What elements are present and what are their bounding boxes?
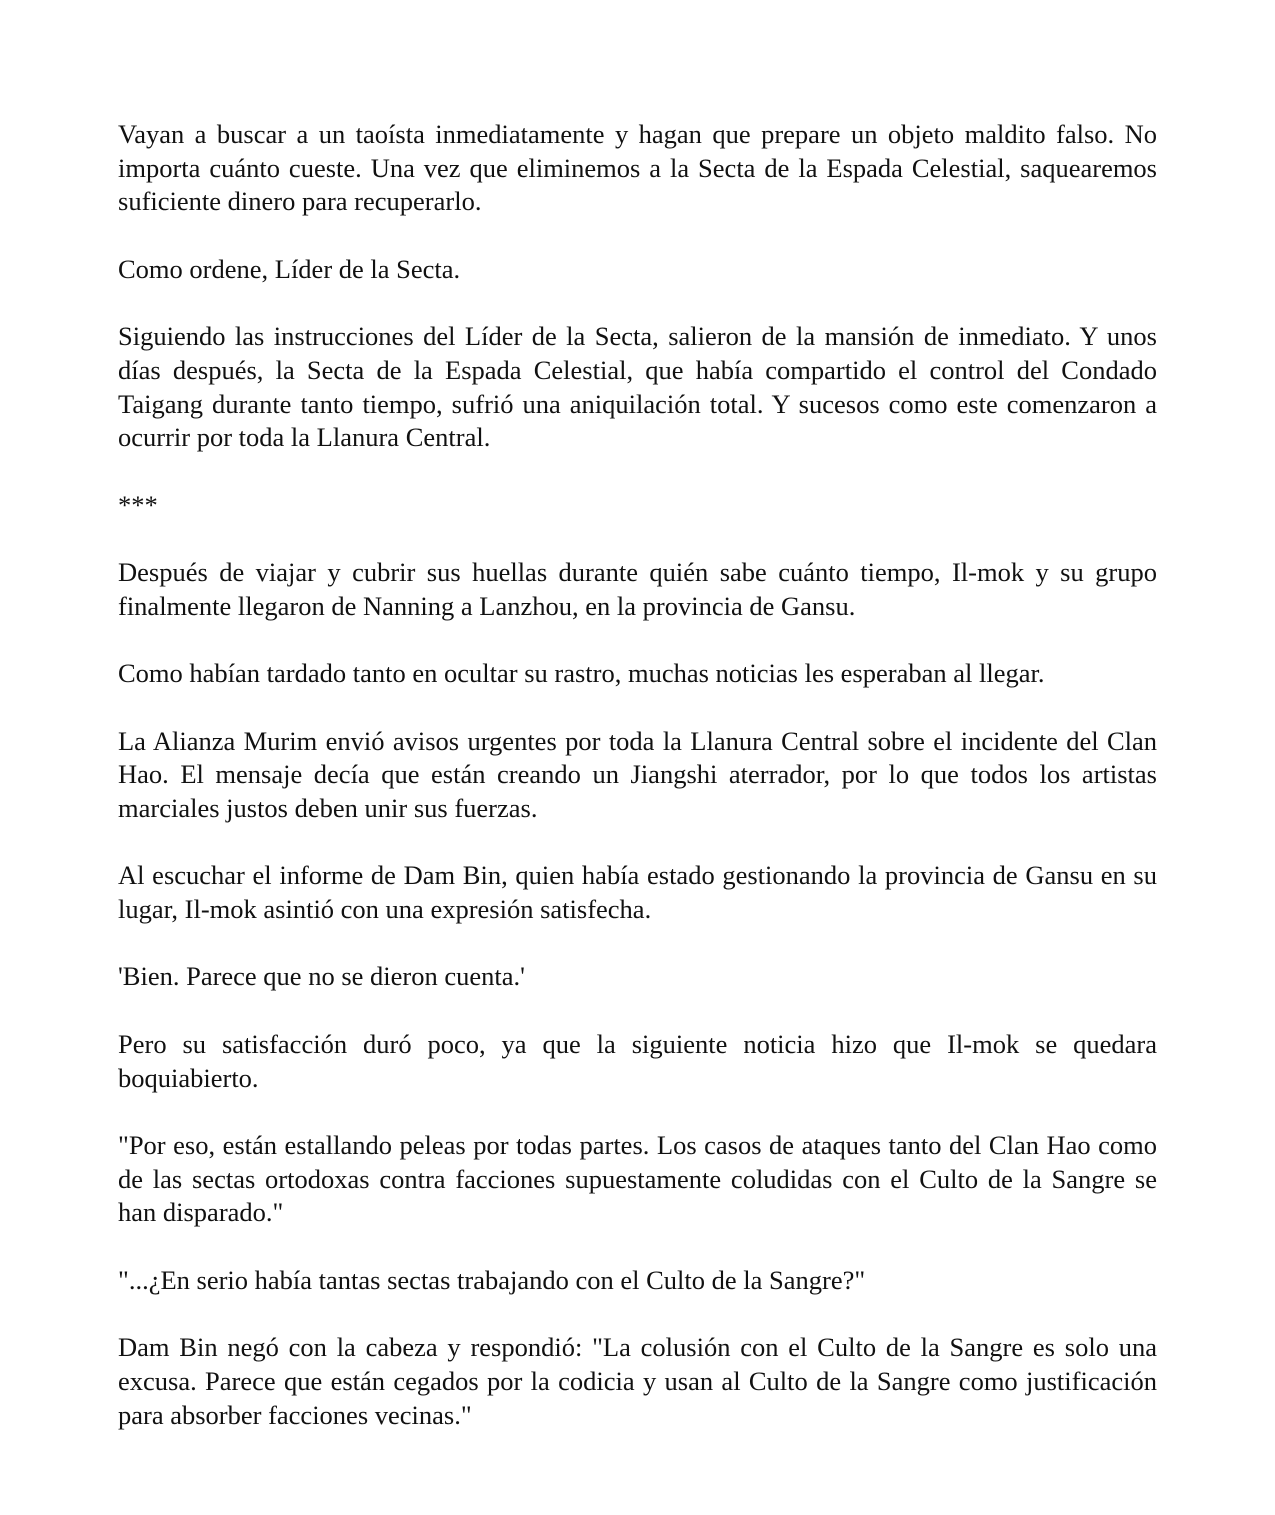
paragraph-answer: Dam Bin negó con la cabeza y respondió: "La colusión con el Culto de la Sangre es solo una excusa. Parece que están cegados por la codicia y usan al Culto de la Sangre como justificación para absorber facciones vecinas." bbox=[118, 1332, 1157, 1430]
paragraph-question: "...¿En serio había tantas sectas trabajando con el Culto de la Sangre?" bbox=[118, 1264, 866, 1295]
document-page bbox=[118, 118, 1157, 1432]
paragraph-report: Al escuchar el informe de Dam Bin, quien había estado gestionando la provincia de Gansu en su lugar, Il-mok asintió con una expresión satisfecha. bbox=[118, 860, 1157, 925]
paragraph-order: Vayan a buscar a un taoísta inmediatamente y hagan que prepare un objeto maldito falso. No importa cuánto cueste. Una vez que eliminemos a la Secta de la Espada Celestial, saquearemos suficiente dinero para recuperarlo. bbox=[118, 119, 1157, 217]
paragraph-alliance: La Alianza Murim envió avisos urgentes por toda la Llanura Central sobre el incidente del Clan Hao. El mensaje decía que están creando un Jiangshi aterrador, por lo que todos los artistas marciales justos deben unir sus fuerzas. bbox=[118, 725, 1157, 823]
paragraph-arrival: Después de viajar y cubrir sus huellas durante quién sabe cuánto tiempo, Il-mok y su grupo finalmente llegaron de Nanning a Lanzhou, en la provincia de Gansu. bbox=[118, 557, 1157, 621]
paragraph-annihilation: Siguiendo las instrucciones del Líder de la Secta, salieron de la mansión de inmediato. Y unos días después, la Secta de la Espada Celestial, que había compartido el control del Condado Taigang durante tanto tiempo, sufrió una aniquilación total. Y sucesos como este comenzaron a ocurrir por toda la Llanura Central. bbox=[118, 321, 1157, 453]
paragraph-news: Como habían tardado tanto en ocultar su rastro, muchas noticias les esperaban al llegar. bbox=[118, 658, 1045, 689]
paragraph-thought: 'Bien. Parece que no se dieron cuenta.' bbox=[118, 961, 525, 992]
paragraph-reply: Como ordene, Líder de la Secta. bbox=[118, 253, 461, 284]
scene-break: *** bbox=[118, 489, 158, 520]
paragraph-fights: "Por eso, están estallando peleas por todas partes. Los casos de ataques tanto del Clan Hao como de las sectas ortodoxas contra facciones supuestamente coludidas con el Culto de la Sangre se han disparado." bbox=[118, 1129, 1157, 1228]
paragraph-surprise: Pero su satisfacción duró poco, ya que la siguiente noticia hizo que Il-mok se quedara boquiabierto. bbox=[118, 1028, 1157, 1093]
